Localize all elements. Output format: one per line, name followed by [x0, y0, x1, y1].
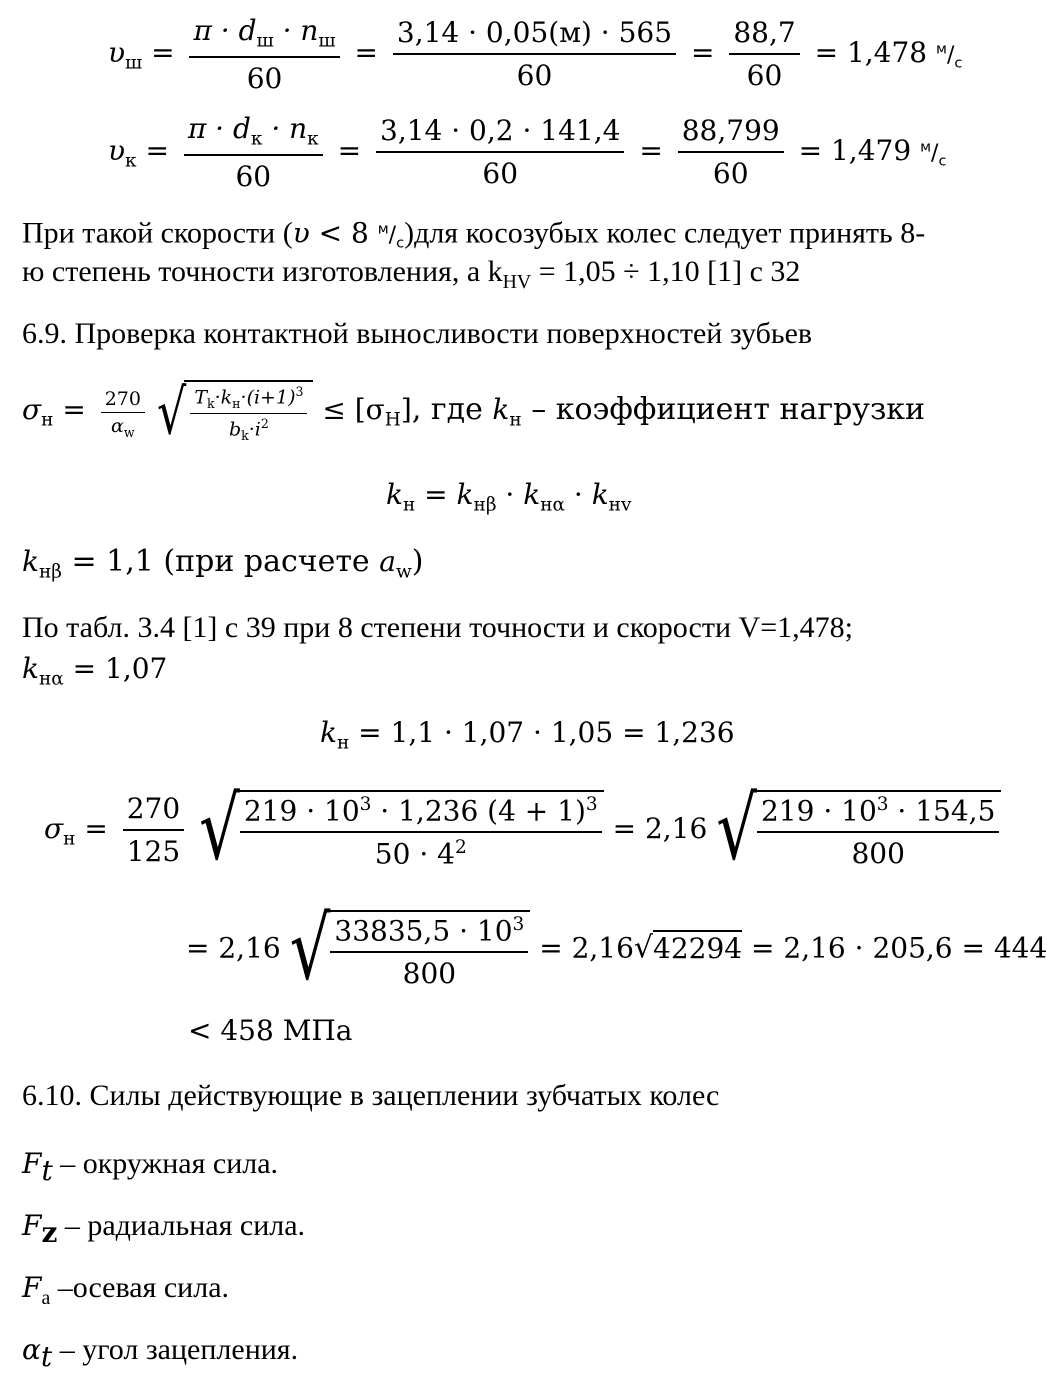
- denominator: 60: [235, 159, 272, 193]
- line-kha: $k_{н\alpha} = 1,07$: [22, 652, 168, 690]
- square-root: √ $\frac{33835,5 \cdot 10^3}{800}$: [290, 910, 531, 990]
- subscript: ш: [125, 52, 143, 74]
- denominator: 60: [246, 61, 283, 95]
- numerator: 88,799: [678, 114, 784, 153]
- fraction: $\frac{33835,5 \cdot 10^3}{800}$: [330, 914, 528, 990]
- symbol-v: υ: [292, 216, 310, 250]
- formula-sigma-calc-2: = 2,16 √ $\frac{33835,5 \cdot 10^3}{800}$ = 2,16√42294 = 2,16 · 205,6 = 444: [186, 900, 1047, 1001]
- line-khb: $k_{н\beta} = 1,1$ (при расчете $a_w$): [22, 544, 424, 583]
- heading-6-9: 6.9. Проверка контактной выносливости поверхностей зубьев: [22, 317, 813, 350]
- denominator: 60: [746, 59, 783, 93]
- force-item-fa: $F_a$ –осевая сила.: [22, 1271, 230, 1309]
- subscript: к: [250, 128, 263, 150]
- fraction: $\frac{219 \cdot 10^3 \cdot 154,5}{800}$: [757, 794, 999, 870]
- fraction: [729, 16, 799, 92]
- subscript: ш: [256, 30, 274, 52]
- numerator: 88,7: [729, 16, 799, 55]
- subscript: к: [307, 128, 319, 150]
- fraction: [376, 114, 624, 190]
- numerator: 3,14 · 0,05(м) · 565: [393, 16, 676, 55]
- line-less-458: < 458 МПа: [188, 1014, 353, 1047]
- result-value: 1,478: [846, 35, 928, 69]
- paragraph-speed-line-2: ю степень точности изготовления, а $k_{HV} = 1,05 \div 1,10$ [1] с 32: [22, 255, 801, 293]
- symbol-v: υ: [108, 35, 126, 69]
- force-item-alpha: $\alpha_t$ – угол зацепления.: [22, 1333, 299, 1373]
- line-table-reference: По табл. 3.4 [1] с 39 при 8 степени точности и скорости V=1,478;: [22, 611, 853, 644]
- fraction: [189, 14, 339, 95]
- fraction: $\frac{270}{\alpha_w}$: [101, 388, 145, 440]
- subscript: ш: [318, 30, 336, 52]
- subscript: к: [125, 150, 137, 172]
- formula-v-sh: $\upsilon_ш$ = $\pi \cdot d_ш \cdot n_ш$ 60 = 3,14 · 0,05(м) · 565 60 = $\frac{88,7}{60}$ = 1,478 $^м/_с$: [108, 14, 963, 95]
- numerator-part: · n: [273, 14, 319, 47]
- numerator: 3,14 · 0,2 · 141,4: [376, 114, 624, 153]
- denominator: 60: [712, 157, 749, 191]
- fraction: [393, 16, 676, 92]
- formula-kh-value: $k_н = 1,1 \cdot 1,07 \cdot 1,05 = 1,236$: [320, 716, 735, 754]
- fraction: $T_k\cdot k_н\cdot(i+1)^3$ $b_k\cdot i^2$: [190, 384, 307, 443]
- numerator: π · d: [193, 14, 257, 47]
- square-root: √ $\frac{219 \cdot 10^3 \cdot 1,236 (4 + 1)^3}{50 \cdot 4^2}$: [199, 790, 604, 871]
- formula-sigma-general: $\sigma_н$ = $\frac{270}{\alpha_w}$ √ $T_k\cdot k_н\cdot(i+1)^3$ $b_k\cdot i^2$ ≤ $[\sigma_H]$, где $k_н$ – коэффициент нагрузки: [22, 375, 926, 449]
- numerator: π · d: [187, 112, 251, 145]
- paragraph-speed-line-1: При такой скорости (υ < 8 $^м/_с)для$ косозубых колес следует принять 8-: [22, 216, 926, 252]
- heading-6-10: 6.10. Силы действующие в зацеплении зубчатых колес: [22, 1079, 720, 1112]
- fraction: $\frac{219 \cdot 10^3 \cdot 1,236 (4 + 1)^3}{50 \cdot 4^2}$: [240, 794, 602, 871]
- fraction: [184, 112, 323, 193]
- unit-m-s: $^м/_с$: [377, 222, 405, 252]
- force-item-ft: $F_t$ – окружная сила.: [22, 1147, 279, 1187]
- fraction: [678, 114, 784, 190]
- square-root: √ $\frac{219 \cdot 10^3 \cdot 154,5}{800}$: [716, 790, 1001, 870]
- unit-m-s: $^м/_с$: [936, 41, 963, 72]
- formula-sigma-calc-1: $\sigma_н$ = $\frac{270}{125}$ √ $\frac{219 \cdot 10^3 \cdot 1,236 (4 + 1)^3}{50 \cdot 4^2}$ = 2,16 √ $\frac{219 \cdot 10^3 \cdot 154,5}{800}$: [44, 790, 1001, 871]
- fraction: $\frac{270}{125}$: [123, 792, 184, 868]
- denominator: 60: [516, 59, 553, 93]
- result-value: 1,479: [830, 133, 912, 167]
- force-item-fz: $F_z$ – радиальная сила.: [22, 1209, 306, 1249]
- unit-m-s: $^м/_с$: [920, 139, 947, 170]
- formula-kh-product: $k_н = k_{н\beta} \cdot k_{н\alpha} \cdot k_{нv}$: [386, 478, 632, 516]
- denominator: 60: [482, 157, 519, 191]
- square-root: √ $T_k\cdot k_н\cdot(i+1)^3$ $b_k\cdot i^2$: [157, 380, 313, 443]
- symbol-v: υ: [108, 133, 126, 167]
- numerator-part: · n: [262, 112, 308, 145]
- formula-v-k: $\upsilon_к$ = $\pi \cdot d_к \cdot n_к$ 60 = $\frac{3,14 \cdot 0,2 \cdot 141,4}{60}$ = $\frac{88,799}{60}$ = 1,479 $^м/_с$: [108, 112, 947, 193]
